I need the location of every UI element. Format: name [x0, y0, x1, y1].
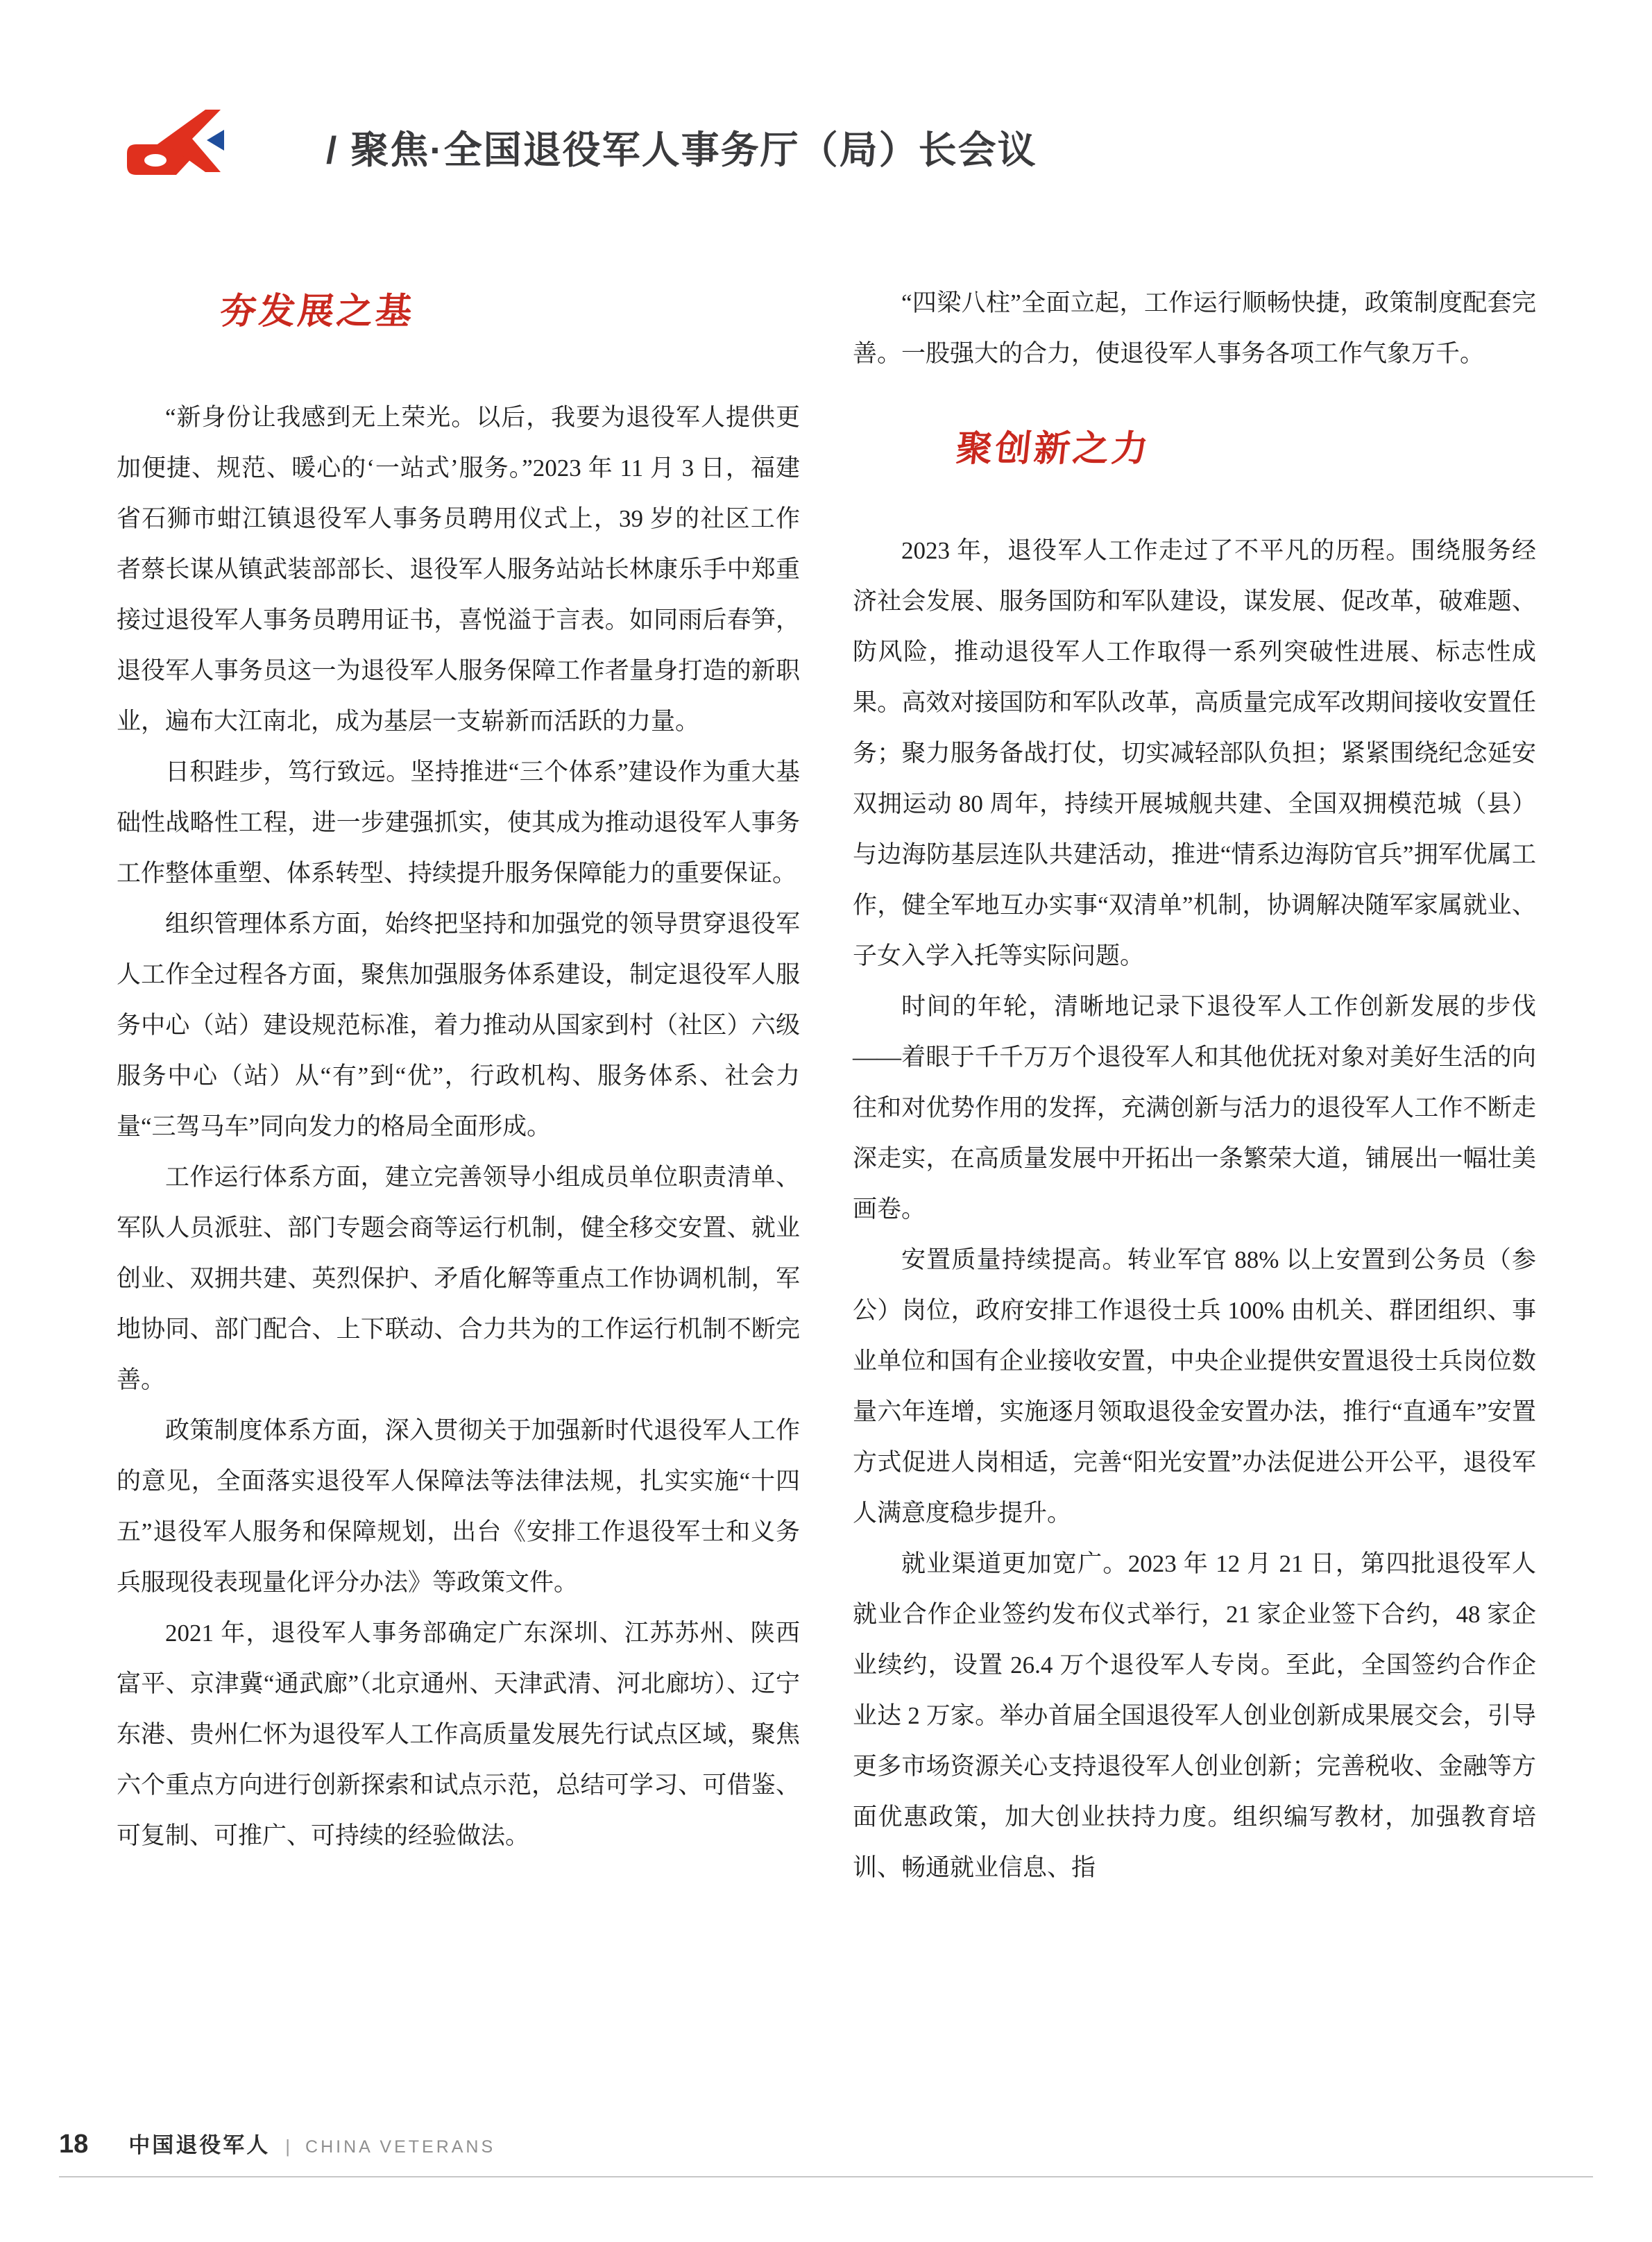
page-number: 18: [59, 2130, 89, 2159]
paragraph: 2023 年，退役军人工作走过了不平凡的历程。围绕服务经济社会发展、服务国防和军队建设，谋发展、促改革，破难题、防风险，推动退役军人工作取得一系列突破性进展、标志性成果。高效对接国防和军队改革，高质量完成军改期间接收安置任务；聚力服务备战打仗，切实减轻部队负担；紧紧围绕纪念延安双拥运动 80 周年，持续开展城舰共建、全国双拥模范城（县）与边海防基层连队共建活动，推进“情系边海防官兵”拥军优属工作，健全军地互办实事“双清单”机制，协调解决随军家属就业、子女入学入托等实际问题。: [853, 537, 1536, 969]
page-footer: [59, 2128, 495, 2159]
right-heading-row: [853, 419, 1536, 471]
paragraph: 日积跬步，笃行致远。坚持推进“三个体系”建设作为重大基础性战略性工程，进一步建强抓实，使其成为推动退役军人事务工作整体重塑、体系转型、持续提升服务保障能力的重要保证。: [117, 758, 800, 887]
banner-slash: /: [326, 128, 339, 171]
paragraph: 就业渠道更加宽广。2023 年 12 月 21 日，第四批退役军人就业合作企业签约发布仪式举行，21 家企业签下合约，48 家企业续约，设置 26.4 万个退役军人专岗。至此，全国签约合作企业达 2 万家。举办首届全国退役军人创业创新成果展交会，引导更多市场资源关心支持退役军人创业创新；完善税收、金融等方面优惠政策，加大创业扶持力度。组织编写教材，加强教育培训、畅通就业信息、指: [853, 1550, 1536, 1881]
footer-separator: |: [285, 2136, 291, 2157]
article-body: [117, 278, 1536, 1893]
banner-text: 聚焦·全国退役军人事务厅（局）长会议: [350, 128, 1037, 171]
paragraph: “新身份让我感到无上荣光。以后，我要为退役军人提供更加便捷、规范、暖心的‘一站式’服务。”2023 年 11 月 3 日，福建省石狮市蚶江镇退役军人事务员聘用仪式上，39 岁的社区工作者蔡长谋从镇武装部部长、退役军人服务站站长林康乐手中郑重接过退役军人事务员聘用证书，喜悦溢于言表。如同雨后春笋，退役军人事务员这一为退役军人服务保障工作者量身打造的新职业，遍布大江南北，成为基层一支崭新而活跃的力量。: [117, 404, 800, 735]
paragraph: 政策制度体系方面，深入贯彻关于加强新时代退役军人工作的意见，全面落实退役军人保障法等法律法规，扎实实施“十四五”退役军人服务和保障规划，出台《安排工作退役军士和义务兵服现役表现量化评分办法》等政策文件。: [117, 1417, 800, 1596]
magazine-name-en: CHINA VETERANS: [305, 2137, 496, 2157]
page-header: [125, 108, 1037, 185]
paragraph: 时间的年轮，清晰地记录下退役军人工作创新发展的步伐——着眼于千千万万个退役军人和其他优抚对象对美好生活的向往和对优势作用的发挥，充满创新与活力的退役军人工作不断走深走实，在高质量发展中开拓出一条繁荣大道，铺展出一幅壮美画卷。: [853, 993, 1536, 1223]
paragraph: 组织管理体系方面，始终把坚持和加强党的领导贯穿退役军人工作全过程各方面，聚焦加强服务体系建设，制定退役军人服务中心（站）建设规范标准，着力推动从国家到村（社区）六级服务中心（站）从“有”到“优”，行政机构、服务体系、社会力量“三驾马车”同向发力的格局全面形成。: [117, 910, 800, 1140]
section-heading-right: 聚创新之力: [954, 429, 1153, 469]
left-column: [117, 278, 800, 1893]
left-heading-row: [117, 282, 800, 334]
paragraph: 安置质量持续提高。转业军官 88% 以上安置到公务员（参公）岗位，政府安排工作退役士兵 100% 由机关、群团组织、事业单位和国有企业接收安置，中央企业提供安置退役士兵岗位数量六年连增，实施逐月领取退役金安置办法，推行“直通车”安置方式促进人岗相适，完善“阳光安置”办法促进公开公平，退役军人满意度稳步提升。: [853, 1246, 1536, 1527]
logo-white-hole: [144, 154, 167, 167]
section-banner-title: [326, 119, 1037, 174]
magazine-logo-icon: [125, 110, 246, 183]
right-column: [853, 278, 1536, 1893]
magazine-name-cn: 中国退役军人: [128, 2133, 271, 2157]
section-heading-left: 夯发展之基: [218, 291, 417, 332]
footer-rule: [59, 2176, 1593, 2177]
logo-blue-triangle: [207, 130, 224, 151]
paragraph: 2021 年，退役军人事务部确定广东深圳、江苏苏州、陕西富平、京津冀“通武廊”（北京通州、天津武清、河北廊坊）、辽宁东港、贵州仁怀为退役军人工作高质量发展先行试点区域，聚焦六个重点方向进行创新探索和试点示范，总结可学习、可借鉴、可复制、可推广、可持续的经验做法。: [117, 1620, 800, 1849]
paragraph: “四梁八柱”全面立起，工作运行顺畅快捷，政策制度配套完善。一股强大的合力，使退役军人事务各项工作气象万千。: [853, 289, 1536, 367]
paragraph: 工作运行体系方面，建立完善领导小组成员单位职责清单、军队人员派驻、部门专题会商等运行机制，健全移交安置、就业创业、双拥共建、英烈保护、矛盾化解等重点工作协调机制，军地协同、部门配合、上下联动、合力共为的工作运行机制不断完善。: [117, 1164, 800, 1393]
